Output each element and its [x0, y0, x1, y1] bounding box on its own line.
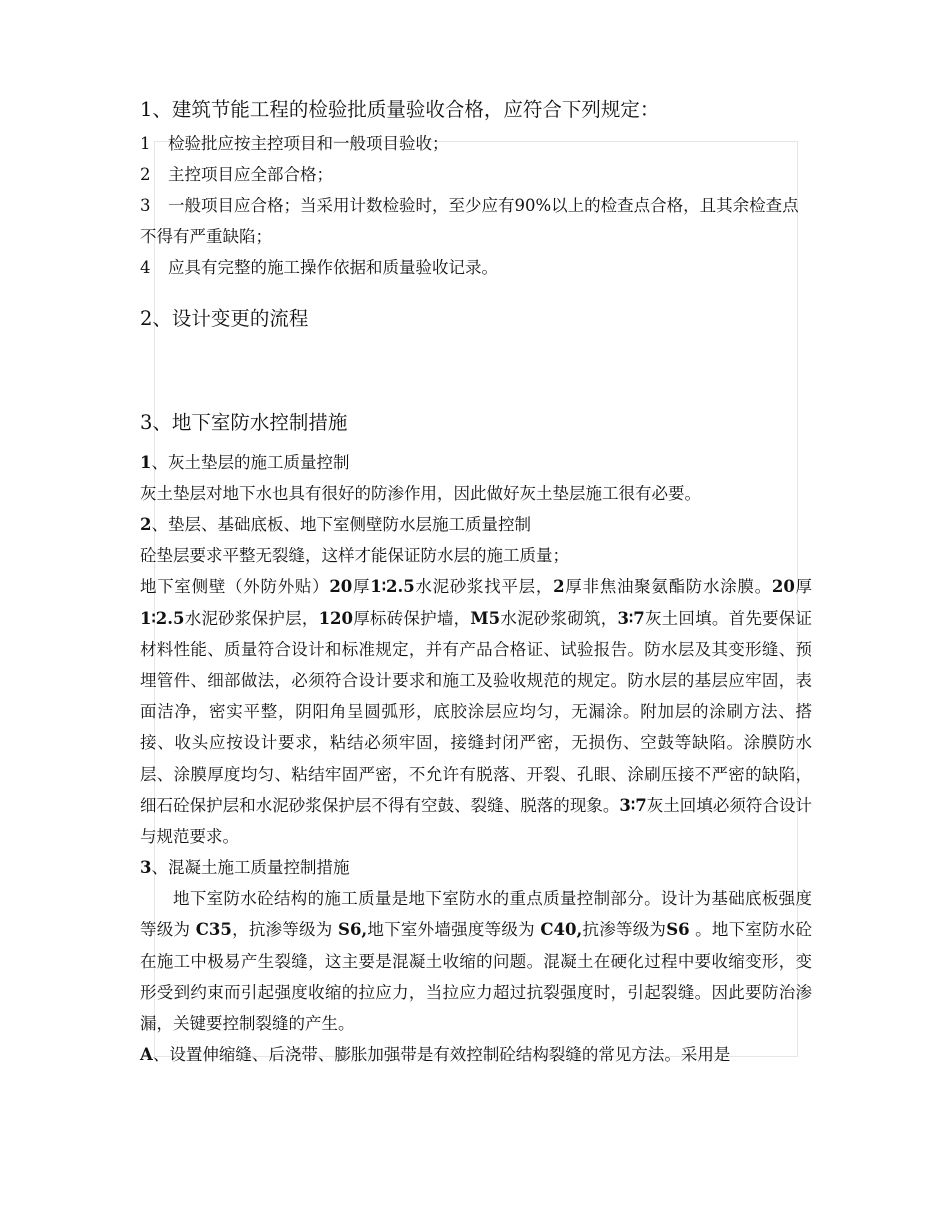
subsection-2-title: 2、垫层、基础底板、地下室侧壁防水层施工质量控制: [140, 515, 531, 535]
subsection-a-text: A、设置伸缩缝、后浇带、膨胀加强带是有效控制砼结构裂缝的常见方法。采用是: [140, 1045, 731, 1065]
list-item: 1 检验批应按主控项目和一般项目验收；: [140, 134, 449, 153]
subsection-3-body: 地下室防水砼结构的施工质量是地下室防水的重点质量控制部分。设计为基础底板强度等级为 C35，抗渗等级为 S6,地下室外墙强度等级为 C40,抗渗等级为S6 。地下室防水砼在施工中极易产生裂缝，这主要是混凝土收缩的问题。混凝土在硬化过程中要收缩变形，变形受到约束而引起强度收缩的拉应力，当拉应力超过抗裂强度时，引起裂缝。因此要防治渗漏，关键要控制裂缝的产生。: [140, 889, 813, 1034]
subsection-1-title: 1、灰土垫层的施工质量控制: [140, 453, 350, 472]
list-item: 4 应具有完整的施工操作依据和质量验收记录。: [140, 258, 498, 277]
subsection-2-body-1: 砼垫层要求平整无裂缝，这样才能保证防水层的施工质量；: [140, 546, 569, 566]
list-item: 2 主控项目应全部合格；: [140, 165, 333, 184]
document-body: [140, 92, 812, 1070]
section-3-heading: 3、地下室防水控制措施: [140, 411, 348, 434]
list-item: 3 一般项目应合格；当采用计数检验时，至少应有90%以上的检查点合格，且其余检查点不得有严重缺陷；: [140, 196, 799, 246]
subsection-2-body-2: 地下室侧壁（外防外贴）20厚1∶2.5水泥砂浆找平层，2厚非焦油聚氨酯防水涂膜。20厚1∶2.5水泥砂浆保护层，120厚标砖保护墙，M5水泥砂浆砌筑，3∶7灰土回填。首先要保证材料性能、质量符合设计和标准规定，并有产品合格证、试验报告。防水层及其变形缝、预埋管件、细部做法，必须符合设计要求和施工及验收规范的规定。防水层的基层应牢固，表面洁净，密实平整，阴阳角呈圆弧形，底胶涂层应均匀，无漏涂。附加层的涂刷方法、搭接、收头应按设计要求，粘结必须牢固，接缝封闭严密，无损伤、空鼓等缺陷。涂膜防水层、涂膜厚度均匀、粘结牢固严密，不允许有脱落、开裂、孔眼、涂刷压接不严密的缺陷，细石砼保护层和水泥砂浆保护层不得有空鼓、裂缝、脱落的现象。3∶7灰土回填必须符合设计与规范要求。: [140, 577, 813, 847]
subsection-1-body: 灰土垫层对地下水也具有很好的防渗作用，因此做好灰土垫层施工很有必要。: [140, 484, 701, 503]
section-1-heading: 1、建筑节能工程的检验批质量验收合格，应符合下列规定：: [140, 98, 660, 121]
section-2-heading: 2、设计变更的流程: [140, 307, 309, 330]
subsection-3-title: 3、混凝土施工质量控制措施: [140, 858, 350, 878]
